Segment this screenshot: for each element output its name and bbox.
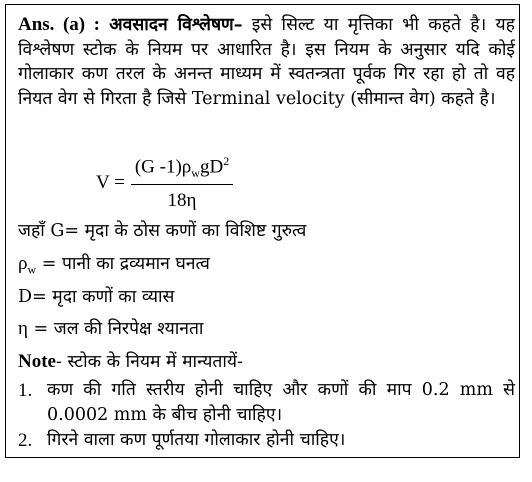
note-item-2: 2. गिरने वाला कण पूर्णतया गोलाकार होनी चाहिए।: [18, 430, 346, 451]
definition-eta: η = जल की निरपेक्ष श्यानता: [18, 318, 204, 339]
note-heading: Note- स्टोक के नियम में मान्यतायें-: [18, 351, 243, 372]
answer-paragraph: [18, 13, 515, 111]
note-item-1: 1. कण की गति स्तरीय होनी चाहिए और कणों की माप 0.2 mm से 0.0002 mm के बीच होनी चाहिए।: [18, 380, 515, 425]
answer-text: इसे सिल्ट या मृत्तिका भी कहते है। यह विश्लेषण स्टोक के नियम पर आधारित है। इस नियम के अनुसार यदि कोई गोलाकार कण तरल के अनन्त माध्यम में स्वतन्त्रता पूर्वक गिर रहा हो तो वह नियत वेग से गिरता है जिसे Terminal velocity (सीमान्त वेग) कहते है।: [18, 15, 515, 109]
formula-numerator: (G $-1)\rho_wgD^2$: [131, 154, 233, 185]
stokes-formula: [96, 151, 233, 215]
answer-label: Ans. (a) :: [18, 14, 100, 35]
formula-denominator: 18η: [167, 190, 197, 212]
answer-box: [5, 4, 520, 458]
definition-g: जहाँ G= मृदा के ठोस कणों का विशिष्ट गुरुत्व: [18, 221, 307, 241]
definition-d: D= मृदा कणों का व्यास: [18, 287, 175, 307]
answer-heading: अवसादन विश्लेषण–: [109, 15, 243, 35]
formula-fraction: [131, 154, 233, 212]
formula-lhs: V =: [96, 172, 125, 193]
definition-rho: $\rho_w$ = पानी का द्रव्यमान घनत्व: [18, 253, 210, 277]
